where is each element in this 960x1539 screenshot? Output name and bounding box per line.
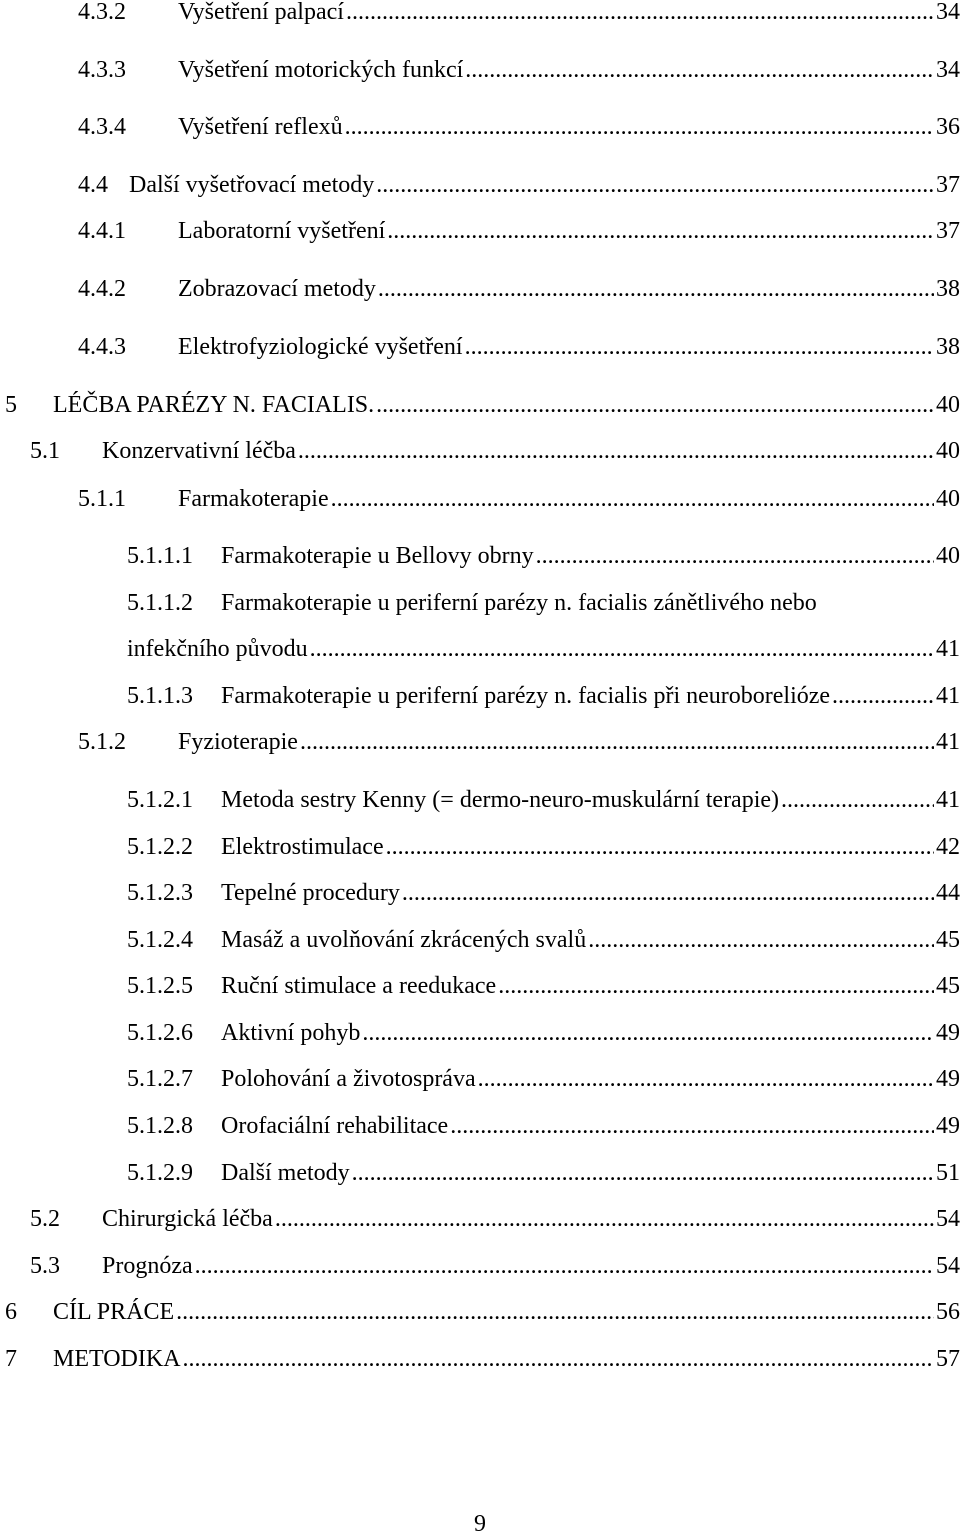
toc-entry-number: 5.1.2.5 — [127, 973, 193, 999]
toc-entry-page: 44 — [936, 880, 960, 906]
toc-dot-leader — [781, 785, 934, 815]
toc-dot-leader — [298, 436, 934, 466]
toc-entry-title: Farmakoterapie u periferní parézy n. facialis při neuroborelióze — [221, 683, 831, 709]
toc-entry[interactable] — [78, 0, 960, 27]
toc-dot-leader — [362, 1018, 934, 1048]
toc-entry-number: 5.1.1.2 — [127, 590, 193, 616]
toc-entry-page: 34 — [936, 57, 960, 83]
toc-dot-leader — [536, 541, 934, 571]
toc-entry-page: 40 — [936, 543, 960, 569]
toc-dot-leader — [331, 484, 934, 514]
toc-entry-title: Elektrofyziologické vyšetření — [178, 334, 463, 360]
toc-dot-leader — [378, 274, 934, 304]
toc-entry[interactable] — [78, 332, 960, 362]
toc-entry[interactable] — [127, 681, 960, 711]
toc-entry-number: 5.1.2.9 — [127, 1160, 193, 1186]
toc-dot-leader — [832, 681, 934, 711]
toc-entry-page: 49 — [936, 1020, 960, 1046]
toc-entry[interactable] — [127, 785, 960, 815]
toc-entry[interactable] — [127, 1064, 960, 1094]
toc-entry[interactable] — [127, 925, 960, 955]
toc-entry-number: 4.4.1 — [78, 218, 126, 244]
page-number: 9 — [474, 1511, 486, 1537]
toc-entry[interactable] — [78, 112, 960, 142]
toc-entry-title: Fyzioterapie — [178, 729, 298, 755]
toc-entry-number: 5 — [5, 392, 17, 418]
toc-entry-number: 5.1.2.3 — [127, 880, 193, 906]
toc-entry[interactable] — [78, 216, 960, 246]
toc-entry-page: 45 — [936, 927, 960, 953]
toc-entry-title: Vyšetření motorických funkcí — [178, 57, 464, 83]
toc-entry[interactable] — [127, 1158, 960, 1188]
toc-entry-title: Vyšetření palpací — [178, 0, 344, 25]
toc-entry-number: 5.1.2.6 — [127, 1020, 193, 1046]
toc-entry-page: 40 — [936, 392, 960, 418]
toc-entry-page: 40 — [936, 438, 960, 464]
toc-entry-number: 5.2 — [30, 1206, 60, 1232]
toc-entry-title: Elektrostimulace — [221, 834, 384, 860]
toc-entry[interactable] — [127, 588, 817, 618]
toc-entry-continuation[interactable] — [127, 634, 960, 664]
toc-entry-title: Masáž a uvolňování zkrácených svalů — [221, 927, 587, 953]
toc-entry-title: Chirurgická léčba — [102, 1206, 273, 1232]
toc-entry[interactable] — [78, 727, 960, 757]
toc-entry-number: 5.1 — [30, 438, 60, 464]
toc-entry-title: LÉČBA PARÉZY N. FACIALIS. — [53, 392, 375, 418]
toc-entry-title: METODIKA — [53, 1346, 181, 1372]
toc-dot-leader — [465, 55, 934, 85]
toc-entry-number: 7 — [5, 1346, 17, 1372]
toc-dot-leader — [275, 1204, 934, 1234]
toc-entry-title: Tepelné procedury — [221, 880, 400, 906]
toc-entry-number: 4.4.3 — [78, 334, 126, 360]
toc-dot-leader — [498, 971, 934, 1001]
toc-entry-number: 5.1.1 — [78, 486, 126, 512]
toc-entry-title: Další vyšetřovací metody — [129, 172, 375, 198]
toc-entry[interactable] — [30, 436, 960, 466]
toc-entry-title: Vyšetření reflexů — [178, 114, 343, 140]
toc-dot-leader — [376, 170, 934, 200]
toc-dot-leader — [352, 1158, 934, 1188]
toc-entry-page: 57 — [936, 1346, 960, 1372]
toc-entry-number: 4.4.2 — [78, 276, 126, 302]
toc-dot-leader — [386, 832, 934, 862]
toc-entry-page: 49 — [936, 1066, 960, 1092]
toc-entry-page: 36 — [936, 114, 960, 140]
toc-entry-title: Aktivní pohyb — [221, 1020, 361, 1046]
toc-entry-title: Ruční stimulace a reedukace — [221, 973, 497, 999]
toc-entry-number: 5.1.2 — [78, 729, 126, 755]
toc-dot-leader — [478, 1064, 934, 1094]
toc-entry-number: 5.1.2.4 — [127, 927, 193, 953]
toc-dot-leader — [183, 1344, 934, 1374]
toc-entry[interactable] — [78, 170, 960, 200]
toc-entry-number: 5.1.2.1 — [127, 787, 193, 813]
toc-dot-leader — [387, 216, 934, 246]
toc-entry-number: 5.1.1.1 — [127, 543, 193, 569]
toc-entry-page: 37 — [936, 218, 960, 244]
toc-entry-title: Polohování a životospráva — [221, 1066, 476, 1092]
toc-dot-leader — [402, 878, 934, 908]
toc-entry-page: 34 — [936, 0, 960, 25]
toc-entry-title: Další metody — [221, 1160, 350, 1186]
toc-entry-number: 5.1.2.8 — [127, 1113, 193, 1139]
toc-entry-title: Orofaciální rehabilitace — [221, 1113, 449, 1139]
toc-entry-number: 5.1.2.7 — [127, 1066, 193, 1092]
toc-dot-leader — [176, 1297, 934, 1327]
toc-entry[interactable] — [127, 1018, 960, 1048]
toc-dot-leader — [310, 634, 934, 664]
toc-entry-number: 5.3 — [30, 1253, 60, 1279]
toc-entry-page: 41 — [936, 683, 960, 709]
toc-entry-page: 38 — [936, 276, 960, 302]
toc-entry-page: 41 — [936, 787, 960, 813]
toc-entry-page: 40 — [936, 486, 960, 512]
toc-entry[interactable] — [127, 541, 960, 571]
toc-entry-title: Farmakoterapie u Bellovy obrny — [221, 543, 534, 569]
toc-entry[interactable] — [5, 1344, 960, 1374]
toc-dot-leader — [195, 1251, 934, 1281]
toc-entry[interactable] — [78, 55, 960, 85]
toc-entry-title: Laboratorní vyšetření — [178, 218, 386, 244]
toc-entry[interactable] — [127, 1111, 960, 1141]
toc-entry-page: 54 — [936, 1253, 960, 1279]
toc-dot-leader — [376, 390, 934, 420]
toc-entry-page: 38 — [936, 334, 960, 360]
toc-entry-number: 6 — [5, 1299, 17, 1325]
toc-entry[interactable] — [30, 1204, 960, 1234]
toc-entry-title: Farmakoterapie u periferní parézy n. facialis zánětlivého nebo — [221, 590, 817, 616]
toc-entry[interactable] — [5, 390, 960, 420]
toc-entry[interactable] — [127, 832, 960, 862]
toc-entry-number: 4.3.4 — [78, 114, 126, 140]
toc-entry-title: Metoda sestry Kenny (= dermo-neuro-muskulární terapie) — [221, 787, 780, 813]
toc-entry-number: 4.3.2 — [78, 0, 126, 25]
toc-entry[interactable] — [78, 484, 960, 514]
toc-entry[interactable] — [127, 878, 960, 908]
toc-dot-leader — [465, 332, 934, 362]
toc-entry-number: 4.3.3 — [78, 57, 126, 83]
toc-dot-leader — [345, 112, 934, 142]
toc-entry-page: 41 — [936, 729, 960, 755]
toc-entry-title-continuation: infekčního původu — [127, 636, 308, 662]
toc-entry[interactable] — [30, 1251, 960, 1281]
toc-entry-page: 37 — [936, 172, 960, 198]
toc-entry-page: 42 — [936, 834, 960, 860]
toc-entry[interactable] — [5, 1297, 960, 1327]
toc-entry-page: 41 — [936, 636, 960, 662]
toc-entry[interactable] — [78, 274, 960, 304]
toc-dot-leader — [300, 727, 934, 757]
toc-entry-title: Konzervativní léčba — [102, 438, 296, 464]
toc-entry-page: 56 — [936, 1299, 960, 1325]
toc-entry-page: 49 — [936, 1113, 960, 1139]
toc-dot-leader — [450, 1111, 934, 1141]
toc-entry-number: 4.4 — [78, 172, 108, 198]
toc-entry-number: 5.1.2.2 — [127, 834, 193, 860]
toc-dot-leader — [346, 0, 934, 27]
toc-entry-title: CÍL PRÁCE — [53, 1299, 175, 1325]
toc-entry-title: Farmakoterapie — [178, 486, 329, 512]
toc-entry-title: Prognóza — [102, 1253, 193, 1279]
toc-entry-page: 51 — [936, 1160, 960, 1186]
toc-entry-page: 45 — [936, 973, 960, 999]
toc-dot-leader — [588, 925, 934, 955]
toc-entry-number: 5.1.1.3 — [127, 683, 193, 709]
toc-entry-title: Zobrazovací metody — [178, 276, 376, 302]
toc-entry[interactable] — [127, 971, 960, 1001]
toc-entry-page: 54 — [936, 1206, 960, 1232]
